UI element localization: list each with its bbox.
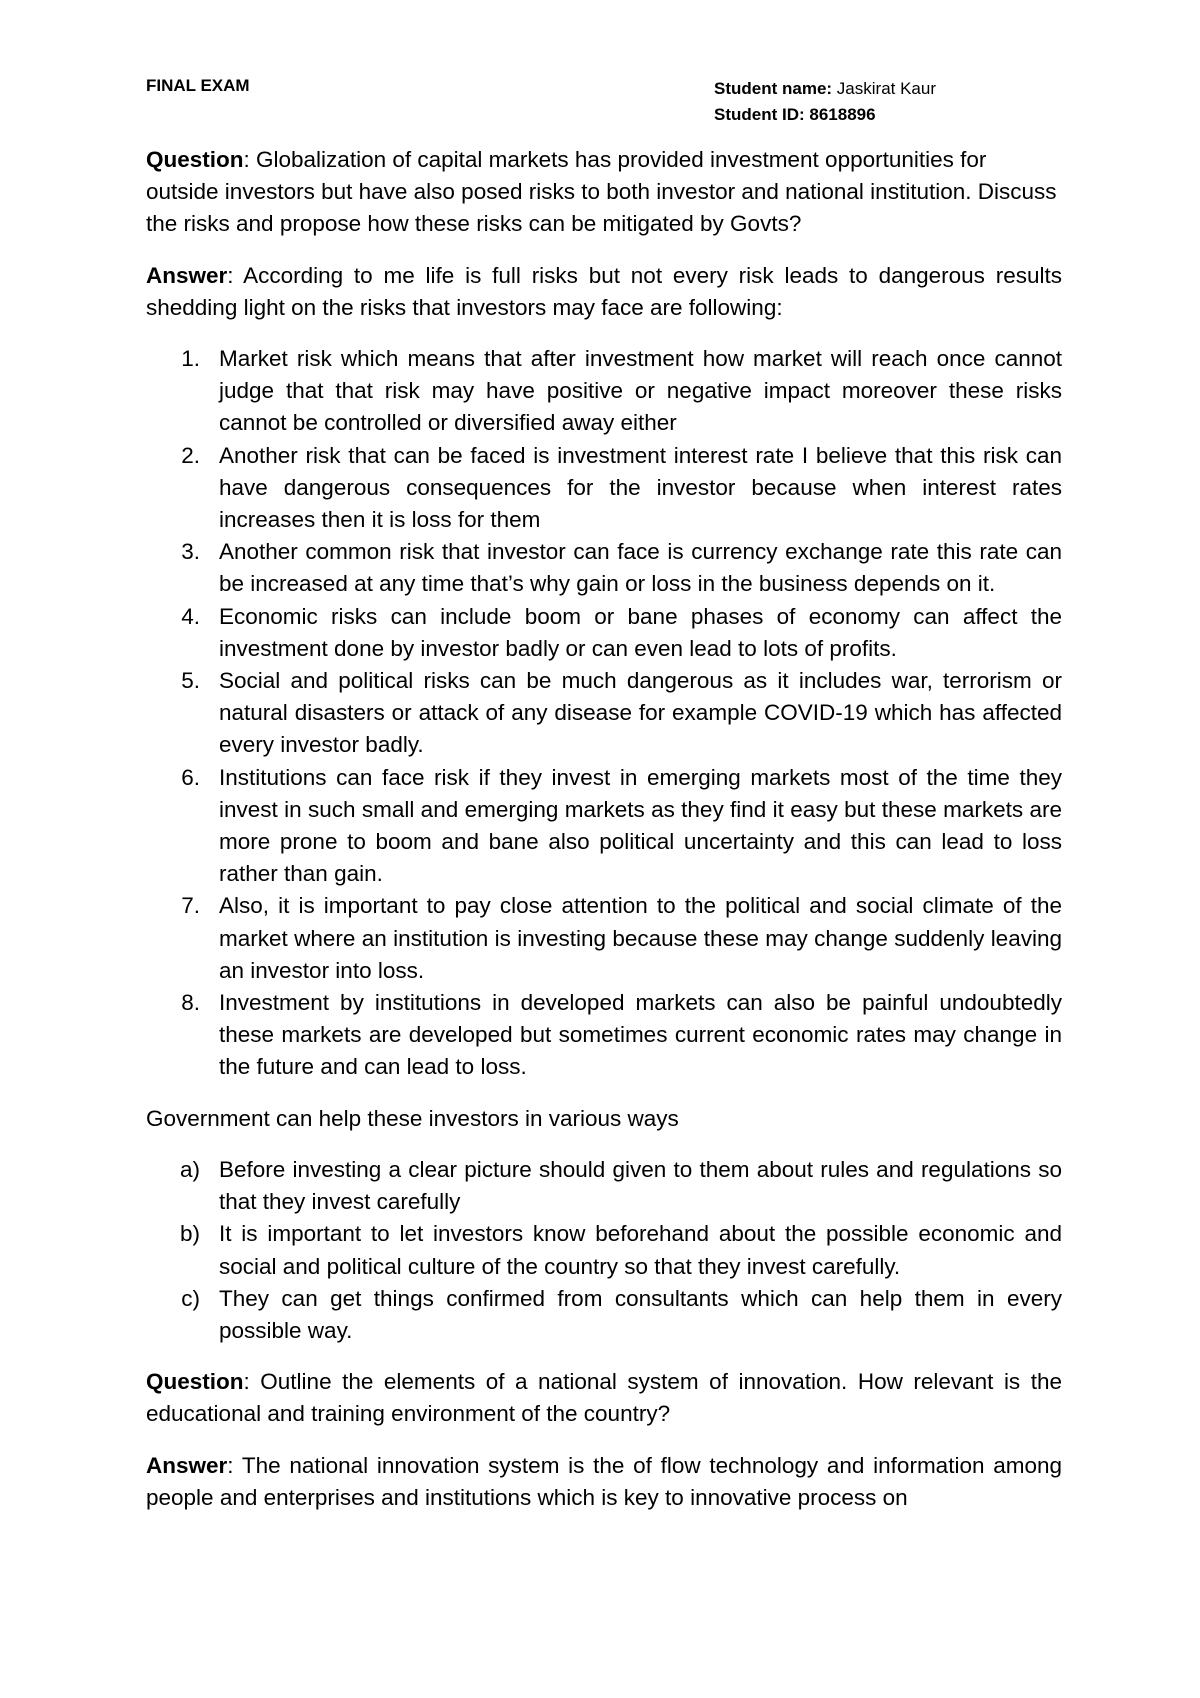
list-item-number: 4. (181, 603, 200, 629)
answer-2-label: Answer (146, 1452, 228, 1478)
list-item-text: Investment by institutions in developed markets can also be painful undoubtedly these markets are developed but sometimes current economic rates may change in the future and can lead to loss. (219, 990, 1062, 1080)
student-info (714, 76, 936, 128)
list-item-text: Market risk which means that after investment how market will reach once cannot judge that that risk may have positive or negative impact moreover these risks cannot be controlled or diversified away either (219, 346, 1062, 436)
list-item (146, 987, 1062, 1084)
question-2 (146, 1366, 1062, 1430)
list-item (146, 1283, 1062, 1347)
answer-1-text: : According to me life is full risks but not every risk leads to dangerous results shedding light on the risks that investors may face are following: (146, 262, 1062, 320)
list-item (146, 440, 1062, 537)
question-2-label: Question (146, 1369, 244, 1395)
list-item-number: 5. (181, 668, 200, 694)
list-item (146, 1154, 1062, 1218)
list-item (146, 601, 1062, 665)
government-intro: Government can help these investors in various ways (146, 1105, 679, 1131)
list-item-text: Economic risks can include boom or bane phases of economy can affect the investment done by investor badly or can even lead to lots of profits. (219, 603, 1062, 661)
student-name: Jaskirat Kaur (836, 79, 936, 98)
list-item-text: Social and political risks can be much dangerous as it includes war, terrorism or natural disasters or attack of any disease for example COVID-19 which has affected every investor badly. (219, 668, 1062, 758)
exam-title: FINAL EXAM (146, 76, 250, 95)
student-id-line (714, 102, 936, 128)
question-1 (146, 144, 1062, 241)
student-name-line (714, 76, 936, 102)
list-item (146, 343, 1062, 440)
answer-2 (146, 1450, 1062, 1514)
list-item (146, 762, 1062, 891)
risk-list (146, 343, 1062, 1084)
list-item (146, 890, 1062, 987)
document-body (146, 144, 1062, 1533)
question-1-label: Question (146, 147, 244, 172)
answer-2-text: : The national innovation system is the of flow technology and information among people and enterprises and institutions which is key to innovative process on (146, 1452, 1062, 1510)
list-item-letter: b) (179, 1221, 200, 1247)
list-item-number: 7. (181, 893, 200, 919)
list-item (146, 536, 1062, 600)
list-item (146, 1218, 1062, 1282)
list-item-letter: c) (181, 1285, 200, 1311)
student-name-label: Student name: (714, 79, 833, 98)
list-item-number: 2. (181, 442, 200, 468)
student-id: 8618896 (809, 105, 876, 124)
list-item-number: 1. (181, 346, 200, 372)
list-item-number: 6. (181, 764, 200, 790)
question-1-text: : Globalization of capital markets has provided investment opportunities for outside investors but have also posed risks to both investor and national institution. Discuss the risks and propose how these risks can be mitigated by Govts? (146, 147, 1057, 237)
list-item-text: Institutions can face risk if they invest in emerging markets most of the time they invest in such small and emerging markets as they find it easy but these markets are more prone to boom and bane also political uncertainty and this can lead to loss rather than gain. (219, 764, 1062, 887)
list-item-text: Also, it is important to pay close attention to the political and social climate of the market where an institution is investing because these may change suddenly leaving an investor into loss. (219, 893, 1062, 983)
list-item-text: Another common risk that investor can face is currency exchange rate this rate can be increased at any time that’s why gain or loss in the business depends on it. (219, 539, 1062, 597)
list-item-text: It is important to let investors know beforehand about the possible economic and social and political culture of the country so that they invest carefully. (219, 1221, 1062, 1279)
question-2-text: : Outline the elements of a national system of innovation. How relevant is the educational and training environment of the country? (146, 1369, 1062, 1427)
list-item-letter: a) (179, 1156, 200, 1182)
list-item-text: They can get things confirmed from consultants which can help them in every possible way. (219, 1285, 1062, 1343)
answer-1 (146, 260, 1062, 324)
list-item-text: Another risk that can be faced is investment interest rate I believe that this risk can have dangerous consequences for the investor because when interest rates increases then it is loss for them (219, 442, 1062, 533)
government-ways-list (146, 1154, 1062, 1347)
student-id-label: Student ID: (714, 105, 805, 124)
list-item-number: 8. (181, 990, 200, 1016)
answer-1-label: Answer (146, 262, 228, 288)
list-item-number: 3. (181, 539, 200, 565)
list-item-text: Before investing a clear picture should given to them about rules and regulations so that they invest carefully (219, 1156, 1062, 1215)
list-item (146, 665, 1062, 762)
